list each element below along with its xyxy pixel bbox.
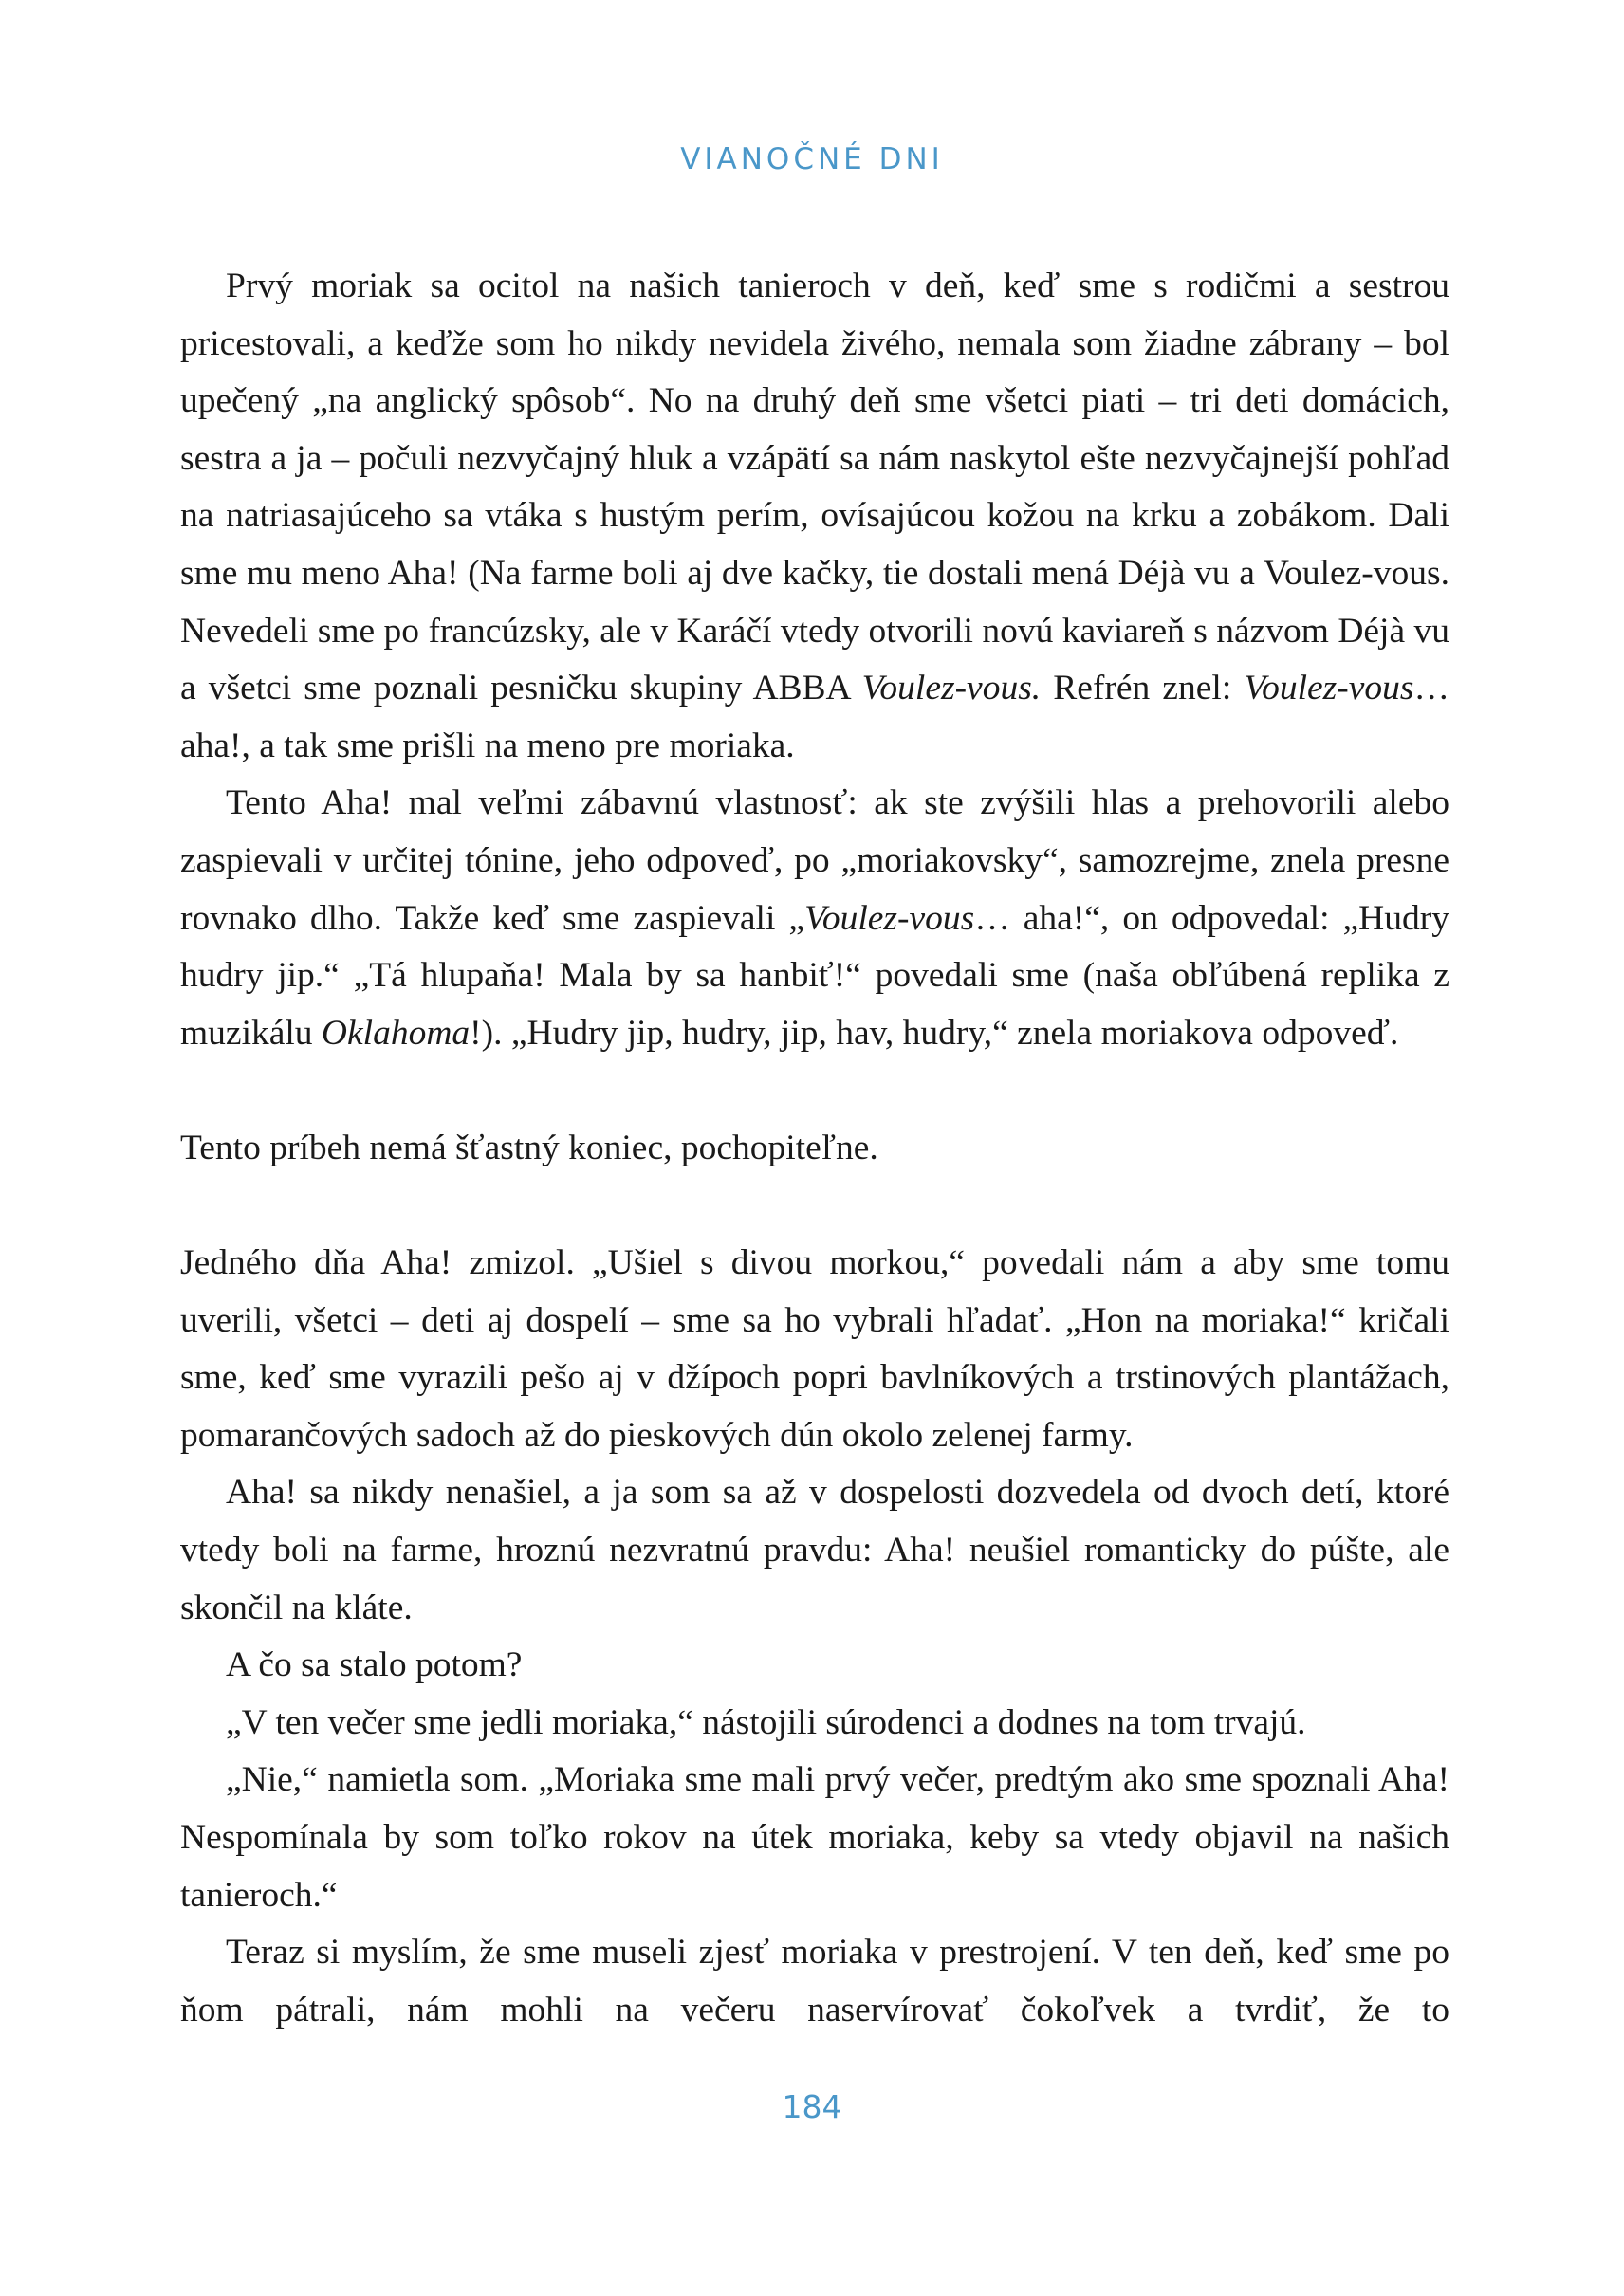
body-text [180, 258, 1449, 2039]
paragraph-6: A čo sa stalo potom? [226, 1645, 523, 1685]
paragraph-7: „V ten večer sme jedli moriaka,“ nástojili súrodenci a dodnes na tom trvajú. [226, 1702, 1306, 1742]
paragraph-2-text: Tento Aha! mal veľmi zábavnú vlastnosť: ak ste zvýšili hlas a prehovorili alebo zaspievali v určitej tónine, jeho odpoveď, po „moriakovsky“, samozrejme, znela presne rovnako dlho. Takže keď sme zaspievali „ [180, 783, 1449, 938]
paragraph-9: Teraz si myslím, že sme museli zjesť moriaka v prestrojení. V ten deň, keď sme po ňom pátrali, nám mohli na večeru naservírovať čokoľvek a tvrdiť, že to [180, 1933, 1449, 2030]
paragraph-2 [180, 775, 1449, 1062]
paragraph-3: Tento príbeh nemá šťastný koniec, pochopiteľne. [180, 1128, 878, 1167]
musical-title-oklahoma: Oklahoma [321, 1013, 471, 1053]
paragraph-5: Aha! sa nikdy nenašiel, a ja som sa až v dospelosti dozvedela od dvoch detí, ktoré vtedy boli na farme, hroznú nezvratnú pravdu: Aha! neušiel romanticky do púšte, ale skončil na kláte. [180, 1473, 1449, 1627]
paragraph-1-text-2: Refrén znel: [1041, 669, 1245, 708]
paragraph-2-text-2: … aha!“, on odpovedal: „Hudry hudry jip.“ „Tá hlupaňa! Mala by sa hanbiť!“ povedali sme (naša obľúbená replika z muzikálu [180, 898, 1449, 1053]
page-number: 184 [782, 2088, 842, 2125]
paragraph-1-text: Prvý moriak sa ocitol na našich tanieroch v deň, keď sme s rodičmi a sestrou pricestovali, a keďže som ho nikdy nevidela živého, nemala som žiadne zábrany – bol upečený „na anglický spôsob“. No na druhý deň sme všetci piati – tri deti domácich, sestra a ja – počuli nezvyčajný hluk a vzápätí sa nám naskytol ešte nezvyčajnejší pohľad na natriasajúceho sa vtáka s hustým perím, ovísajúcou kožou na krku a zobákom. Dali sme mu meno Aha! (Na farme boli aj dve kačky, tie dostali mená Déjà vu a Voulez-vous. Nevedeli sme po francúzsky, ale v Karáčí vtedy otvorili novú kaviareň s názvom Déjà vu a všetci sme poznali pesničku skupiny ABBA [180, 266, 1449, 708]
paragraph-2-text-3: !). „Hudry jip, hudry, jip, hav, hudry,“ znela moriakova odpoveď. [470, 1013, 1399, 1053]
song-title-voulez-vous: Voulez-vous. [861, 669, 1042, 708]
paragraph-1-text-3: … aha!, a tak sme prišli na meno pre moriaka. [180, 669, 1449, 765]
paragraph-8: „Nie,“ namietla som. „Moriaka sme mali prvý večer, predtým ako sme spoznali Aha! Nespomínala by som toľko rokov na útek moriaka, keby sa vtedy objavil na našich tanieroch.“ [180, 1760, 1449, 1915]
paragraph-1 [180, 258, 1449, 775]
paragraph-4: Jedného dňa Aha! zmizol. „Ušiel s divou morkou,“ povedali nám a aby sme tomu uverili, všetci – deti aj dospelí – sme sa ho vybrali hľadať. „Hon na moriaka!“ kričali sme, keď sme vyrazili pešo aj v džípoch popri bavlníkových a trstinových plantážach, pomarančových sadoch až do pieskových dún okolo zelenej farmy. [180, 1243, 1449, 1455]
running-head: VIANOČNÉ DNI [680, 142, 944, 176]
song-lyric-voulez-vous-2: Voulez-vous [804, 898, 975, 938]
song-lyric-voulez-vous: Voulez-vous [1244, 669, 1414, 708]
